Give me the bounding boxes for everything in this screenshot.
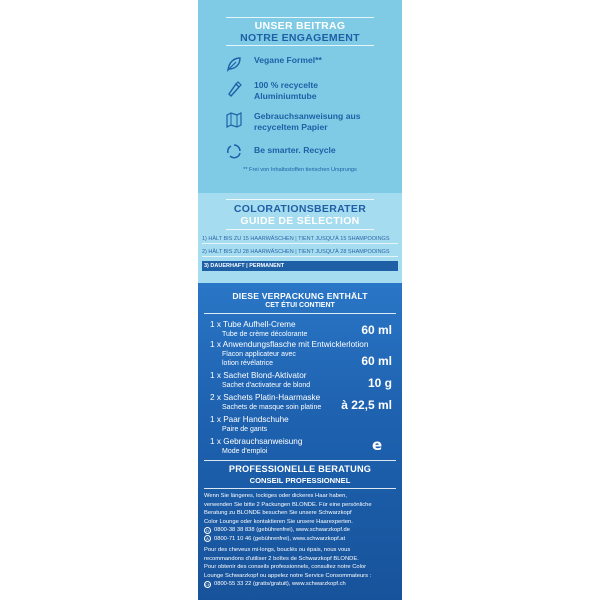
phone-ch [204, 580, 398, 589]
advice-heading-fr: CONSEIL PROFESSIONNEL [249, 476, 351, 485]
item-label-fr: Sachet d'activateur de blond [222, 382, 311, 389]
guide-option: 2) HÄLT BIS ZU 28 HAARWÄSCHEN | TIENT JUSQU'À 28 SHAMPOOINGS [202, 247, 398, 257]
feature-label: recyceltem Papier [254, 122, 328, 132]
guide-heading-de: COLORATIONSBERATER [233, 203, 367, 215]
contents-heading-de: DIESE VERPACKUNG ENTHÄLT [232, 291, 368, 301]
contents-item [210, 320, 392, 339]
recycle-icon [226, 143, 242, 159]
advice-line: Wenn Sie längeres, lockiges oder dickeres Haar haben, [204, 493, 347, 499]
feature-label: Aluminiumtube [254, 91, 317, 101]
item-label-de: 1 x Gebrauchsanweisung [210, 437, 303, 446]
feature-label: Be smarter. Recycle [254, 145, 336, 155]
phone-de [204, 526, 398, 535]
advice-line: Color Lounge oder kontaktieren Sie unsere Haarexperten. [204, 518, 353, 525]
item-quantity: 10 g [367, 376, 392, 390]
advice-text-de [204, 492, 398, 543]
guide-section [198, 193, 402, 283]
country-badge: D [204, 527, 211, 534]
contents-item [210, 415, 392, 434]
advice-line: Pour des cheveux mi-longs, bouclés ou épais, nous vous [204, 547, 351, 553]
contents-item [210, 393, 392, 412]
feature-label: Vegane Formel** [254, 55, 322, 65]
item-quantity: à 22,5 ml [341, 398, 392, 412]
item-label-de: 2 x Sachets Platin-Haarmaske [210, 393, 321, 402]
advice-line: verwenden Sie bitte 2 Packungen BLONDE. Für eine persönliche [204, 501, 372, 508]
phone-at [204, 535, 398, 544]
feature-label: 100 % recycelte [254, 80, 319, 90]
item-label-fr: Tube de crème décolorante [222, 331, 308, 338]
divider [204, 460, 396, 461]
package-panel [198, 0, 402, 600]
divider [226, 45, 374, 46]
tube-icon [226, 81, 242, 97]
guide-option-selected: 3) DAUERHAFT | PERMANENT [202, 261, 398, 271]
country-badge: A [204, 535, 211, 542]
contents-item [210, 437, 392, 456]
engagement-heading-de: UNSER BEITRAG [254, 20, 346, 32]
engagement-section [198, 0, 402, 193]
item-label-de: 1 x Tube Aufhell-Creme [210, 320, 296, 329]
item-label-fr: Paire de gants [222, 426, 268, 433]
phone-text: 0800-55 33 22 (gratis/gratuit), www.schwarzkopf.ch [214, 581, 346, 587]
engagement-heading [198, 20, 402, 44]
feature-label: Gebrauchsanweisung aus [254, 111, 361, 121]
item-label-de: 1 x Anwendungsflasche mit Entwicklerlotion [210, 340, 369, 349]
divider [204, 313, 396, 314]
phone-text: 0800-38 38 838 (gebührenfrei), www.schwarzkopf.de [214, 527, 350, 533]
divider [204, 488, 396, 489]
footnote: ** Frei von Inhaltsstoffen tierischen Ursprungs [243, 167, 357, 173]
item-label-de: 1 x Sachet Blond-Aktivator [210, 371, 307, 380]
leaf-icon [226, 56, 242, 72]
feature-vegan [226, 55, 322, 72]
item-label-fr: Flacon applicateur avec [222, 351, 296, 358]
divider [226, 229, 374, 230]
advice-line: Lounge Schwarzkopf ou appelez notre Service Consommateurs : [204, 572, 372, 579]
guide-heading [198, 203, 402, 227]
advice-text-fr [204, 546, 398, 589]
guide-option: 1) HÄLT BIS ZU 15 HAARWÄSCHEN | TIENT JUSQU'À 15 SHAMPOOINGS [202, 234, 398, 244]
divider [226, 199, 374, 200]
contents-item [210, 340, 392, 368]
engagement-heading-fr: NOTRE ENGAGEMENT [240, 32, 360, 44]
feature-paper [226, 111, 361, 133]
advice-line: Pour obtenir des conseils professionnels, consultez notre Color [204, 564, 367, 570]
country-badge: CH [205, 581, 211, 587]
item-label-de: 1 x Paar Handschuhe [210, 415, 289, 424]
contents-item [210, 371, 392, 390]
guide-heading-fr: GUIDE DE SÉLECTION [240, 215, 360, 227]
advice-heading-de: PROFESSIONELLE BERATUNG [228, 464, 372, 474]
item-label-fr: Sachets de masque soin platine [222, 404, 322, 411]
contents-heading-fr: CET ÉTUI CONTIENT [265, 302, 335, 309]
divider [226, 17, 374, 18]
advice-line: Beratung zu BLONDE besuchen Sie unsere Schwarzkopf [204, 510, 352, 516]
item-quantity: 60 ml [361, 323, 392, 337]
item-label-fr: Mode d'emploi [222, 448, 268, 455]
phone-text: 0800-71 10 46 (gebührenfrei), www.schwarzkopf.at [214, 535, 346, 542]
item-label-fr: lotion révélatrice [222, 360, 273, 367]
advice-line: recommandons d'utiliser 2 boîtes de Schwarzkopf BLONDE. [204, 555, 359, 562]
item-quantity: 60 ml [361, 354, 392, 368]
feature-recycle [226, 142, 336, 159]
feature-tube [226, 80, 318, 102]
estimate-mark: e [372, 436, 383, 454]
map-icon [226, 112, 242, 128]
